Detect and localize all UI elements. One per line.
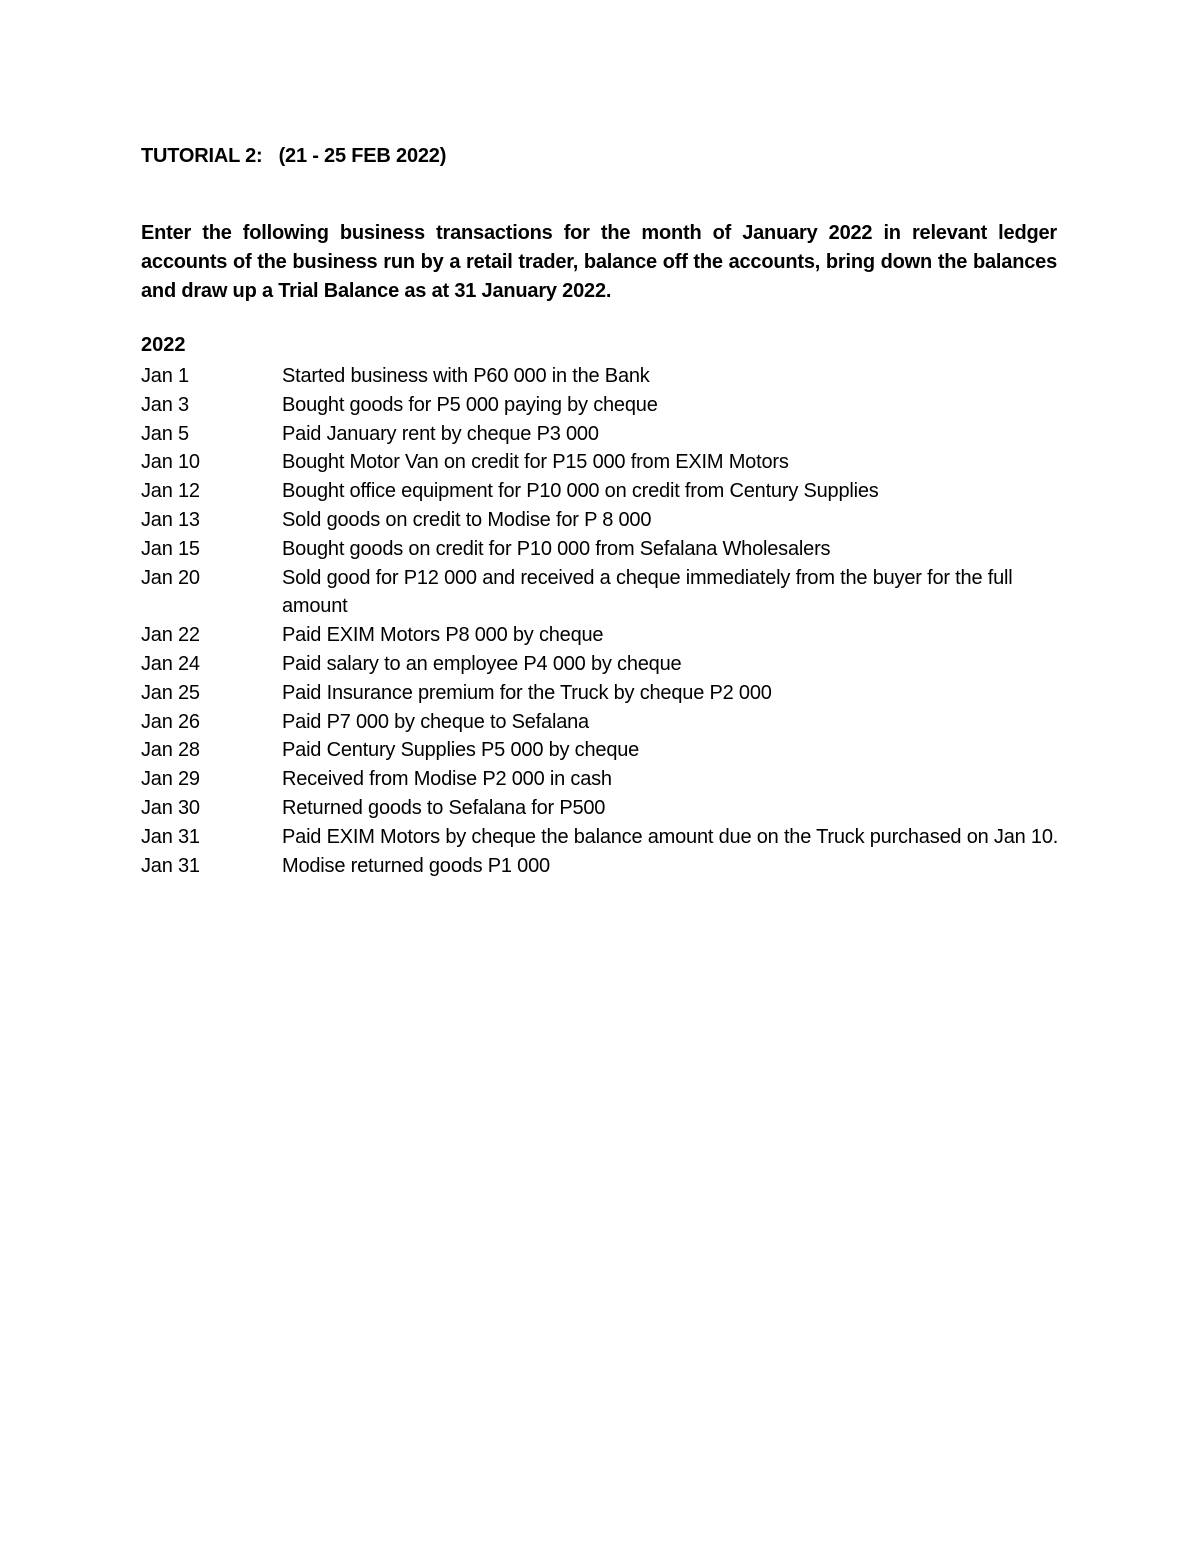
transaction-description: Paid salary to an employee P4 000 by cheque xyxy=(282,652,682,675)
transaction-date: Jan 31 xyxy=(141,854,200,877)
transaction-row xyxy=(141,679,1061,708)
transaction-row xyxy=(141,621,1061,650)
transaction-description: Paid EXIM Motors P8 000 by cheque xyxy=(282,624,604,647)
transaction-description: Paid EXIM Motors by cheque the balance amount due on the Truck purchased on Jan 10. xyxy=(282,825,1059,848)
transaction-description: Modise returned goods P1 000 xyxy=(282,854,550,877)
transaction-date: Jan 28 xyxy=(141,739,200,762)
transaction-row xyxy=(141,391,1061,420)
transaction-date: Jan 5 xyxy=(141,422,189,445)
transaction-date: Jan 10 xyxy=(141,451,200,474)
transaction-date: Jan 20 xyxy=(141,566,200,589)
transaction-description: Bought goods for P5 000 paying by cheque xyxy=(282,393,658,416)
year-heading: 2022 xyxy=(141,334,186,356)
transaction-description: Paid Century Supplies P5 000 by cheque xyxy=(282,739,640,762)
transaction-row xyxy=(141,823,1061,852)
transaction-row xyxy=(141,535,1061,564)
transaction-row xyxy=(141,362,1061,391)
transaction-row xyxy=(141,736,1061,765)
transaction-list xyxy=(141,362,1061,880)
transaction-description: Sold good for P12 000 and received a cheque immediately from the buyer for the full amount xyxy=(282,566,1013,618)
transaction-date: Jan 26 xyxy=(141,710,200,733)
transaction-date: Jan 13 xyxy=(141,508,200,531)
transaction-description: Bought office equipment for P10 000 on credit from Century Supplies xyxy=(282,480,879,503)
transaction-row xyxy=(141,420,1061,449)
transaction-date: Jan 24 xyxy=(141,652,200,675)
transaction-row xyxy=(141,852,1061,881)
tutorial-title: TUTORIAL 2: (21 - 25 FEB 2022) xyxy=(141,145,447,167)
transaction-date: Jan 25 xyxy=(141,681,200,704)
transaction-row xyxy=(141,794,1061,823)
transaction-description: Sold goods on credit to Modise for P 8 000 xyxy=(282,508,652,531)
transaction-date: Jan 3 xyxy=(141,393,189,416)
transaction-description: Bought goods on credit for P10 000 from Sefalana Wholesalers xyxy=(282,537,831,560)
transaction-row xyxy=(141,506,1061,535)
transaction-row xyxy=(141,564,1061,622)
transaction-row xyxy=(141,448,1061,477)
transaction-description: Received from Modise P2 000 in cash xyxy=(282,768,612,791)
transaction-date: Jan 22 xyxy=(141,624,200,647)
instructions-paragraph: Enter the following business transactions for the month of January 2022 in relevant ledger accounts of the business run by a retail trader, balance off the accounts, bring down the balances and draw up a Trial Balance as at 31 January 2022. xyxy=(141,222,1057,302)
transaction-description: Paid P7 000 by cheque to Sefalana xyxy=(282,710,589,733)
transaction-date: Jan 31 xyxy=(141,825,200,848)
transaction-description: Returned goods to Sefalana for P500 xyxy=(282,796,606,819)
transaction-row xyxy=(141,708,1061,737)
transaction-row xyxy=(141,650,1061,679)
transaction-date: Jan 12 xyxy=(141,480,200,503)
transaction-date: Jan 1 xyxy=(141,365,189,387)
transaction-date: Jan 15 xyxy=(141,537,200,560)
transaction-description: Paid Insurance premium for the Truck by cheque P2 000 xyxy=(282,681,772,704)
transaction-date: Jan 29 xyxy=(141,768,200,791)
transaction-description: Paid January rent by cheque P3 000 xyxy=(282,422,599,445)
transaction-date: Jan 30 xyxy=(141,796,200,819)
transaction-row xyxy=(141,477,1061,506)
transaction-description: Started business with P60 000 in the Bank xyxy=(282,365,650,387)
transaction-description: Bought Motor Van on credit for P15 000 from EXIM Motors xyxy=(282,451,789,474)
transaction-row xyxy=(141,765,1061,794)
